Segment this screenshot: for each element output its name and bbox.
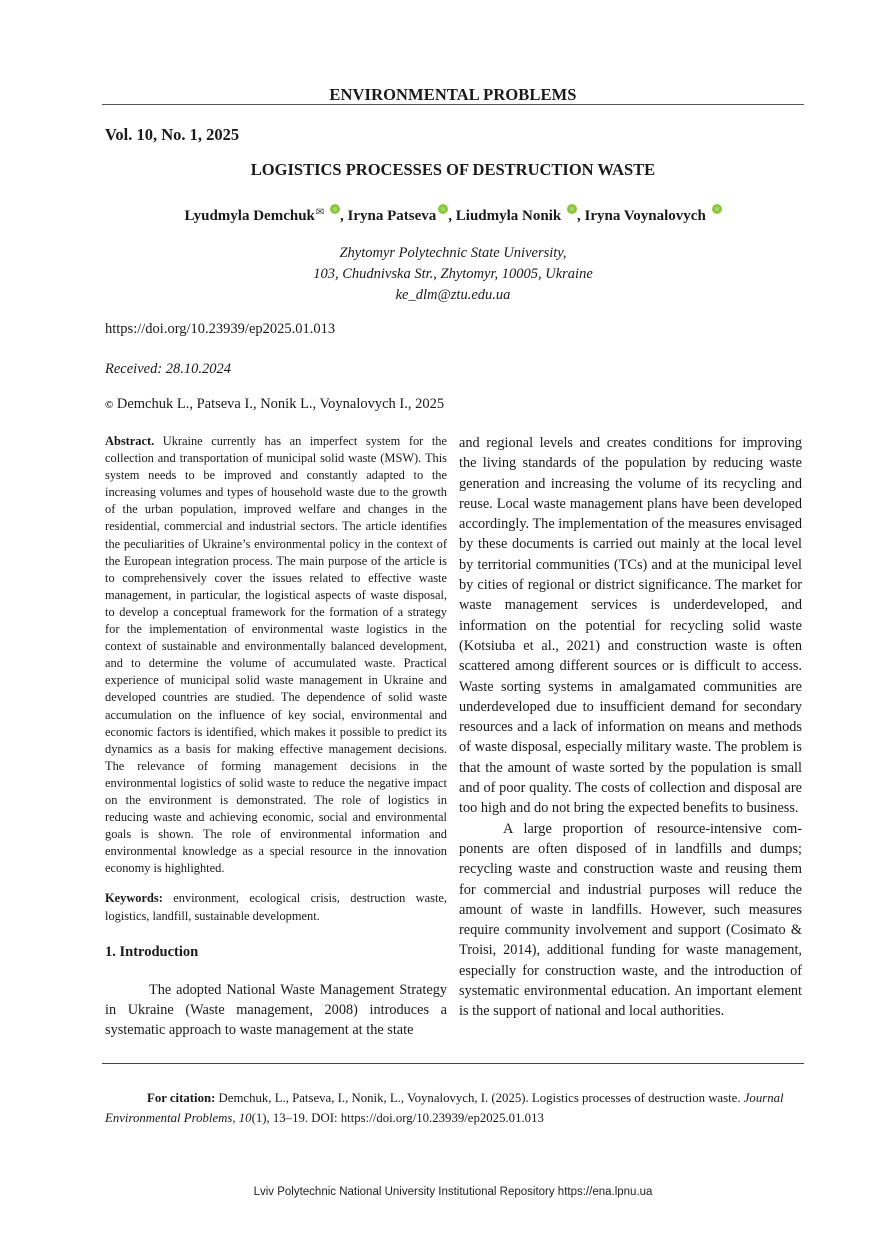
- keywords: Keywords: environment, ecological crisis, destruction waste, logistics, landfill, sustainable development.: [105, 891, 447, 923]
- author-name: Lyudmyla Demchuk: [184, 208, 315, 224]
- author-list: Lyudmyla Demchuk✉ , Iryna Patseva , Liudmyla Nonik , Iryna Voynalovych: [102, 204, 804, 225]
- intro-paragraph: The adopted National Waste Management Strategy in Ukraine (Waste management, 2008) introduces a systematic approach to waste management at the state: [105, 981, 447, 1039]
- orcid-icon[interactable]: [567, 204, 577, 214]
- affiliation-address: 103, Chudnivska Str., Zhytomyr, 10005, Ukraine: [313, 266, 593, 282]
- header-divider: [102, 104, 804, 105]
- envelope-icon[interactable]: ✉: [315, 207, 325, 218]
- orcid-icon[interactable]: [712, 204, 722, 214]
- keywords-label: Keywords:: [105, 891, 163, 906]
- citation-volume: 10: [238, 1111, 252, 1125]
- intro-paragraph-2: A large proportion of resource-intensive components are often disposed of in landfills and dumps; recycling waste and construction waste and reusing them for commercial and industrial purposes will reduce the amount of waste in landfills. However, such measures require community involvement and support (Cosimato & Troisi, 2014), additional funding for waste management, especially for construction waste, and the introduction of systematic environmental education. An important element is the support of national and local authorities.: [459, 820, 802, 1020]
- citation-label: For citation:: [147, 1091, 216, 1105]
- affiliation-email[interactable]: ke_dlm@ztu.edu.ua: [395, 287, 511, 303]
- author-name: Liudmyla Nonik: [455, 208, 562, 224]
- orcid-icon[interactable]: [330, 204, 340, 214]
- abstract: Abstract. Ukraine currently has an imperfect system for the collection and transportation of municipal solid waste (MSW). This system needs to be improved and constantly adapted to the increasing volumes and types of household waste due to the growth of the urban population, improved welfare and changes in the residential, commercial and industrial sectors. The article identifies the peculiarities of Ukraine’s environmental policy in the context of the European integration process. The main purpose of the article is to comprehensively cover the issues related to effective waste management, in particular, the logistical aspects of waste disposal, to develop a conceptual framework for the formation of a strategy for the implementation of environmental waste logistics in the context of sustainable and environmentally balanced development, and to determine the volume of accumulated waste. Practical experience of municipal solid waste management in Ukraine and developed countries are studied. The dependence of solid waste accumulation on the influence of key social, environmental and economic factors is identified, which makes it possible to predict its dynamics as a basis for making effective management decisions. The relevance of forming management decisions in the environmental logistics of solid waste to reduce the negative impact on the environment is demonstrated. The role of logistics in reducing waste and achieving economic, social and environmental goals is shown. The role of environmental information and environmental knowledge as a special resource in the innovation economy is highlighted.: [105, 434, 447, 876]
- abstract-label: Abstract.: [105, 434, 155, 448]
- right-column: [459, 433, 802, 1022]
- orcid-icon[interactable]: [438, 204, 448, 214]
- copyright-icon: ©: [105, 399, 114, 411]
- affiliation: [102, 243, 804, 306]
- affiliation-institution: Zhytomyr Polytechnic State University,: [339, 245, 567, 261]
- repository-footer: Lviv Polytechnic National University Institutional Repository https://ena.lpnu.ua: [253, 1186, 653, 1198]
- left-column: [105, 433, 447, 1041]
- copyright-line: © Demchuk L., Patseva I., Nonik L., Voynalovych I., 2025: [105, 396, 445, 412]
- citation-journal: Journal Environmental Problems: [105, 1091, 784, 1125]
- author-name: Iryna Patseva: [347, 208, 437, 224]
- author-name: Iryna Voynalovych: [584, 208, 706, 224]
- intro-paragraph-continued: and regional levels and creates conditions for improving the living standards of the population by reducing waste generation and increasing the volume of its recycling and reuse. Local waste management plans have been developed accordingly. The implementation of the measures envisaged by these documents is carried out mainly at the local level by territorial communities (TCs) and at the municipal level by cities of regional or district significance. The market for waste management services is underdeveloped, and information on the potential for recycling solid waste (Kotsiuba et al., 2021) and construction waste is often scattered among different sources or is difficult to access. Waste sorting systems in amalgamated communities are underdeveloped due to insufficient demand for secondary resources and a lack of information on means and methods of waste disposal, especially military waste. The problem is that the amount of waste sorted by the population is small and of poor quality. The costs of collection and disposal are too high and do not bring the expected benefits to business.: [459, 435, 803, 817]
- article-title: LOGISTICS PROCESSES OF DESTRUCTION WASTE: [250, 160, 656, 179]
- doi-link[interactable]: https://doi.org/10.23939/ep2025.01.013: [105, 321, 336, 337]
- received-date: Received: 28.10.2024: [105, 361, 232, 377]
- citation-block: For citation: Demchuk, L., Patseva, I., Nonik, L., Voynalovych, I. (2025). Logistics processes of destruction waste. Journal Environmental Problems, 10(1), 13–19. DOI: https://doi.org/10.23939/ep2025.01.013: [105, 1091, 784, 1125]
- volume-issue: Vol. 10, No. 1, 2025: [105, 125, 240, 144]
- footer-divider: [102, 1063, 804, 1064]
- section-heading-introduction: 1. Introduction: [105, 943, 199, 960]
- journal-name: ENVIRONMENTAL PROBLEMS: [329, 85, 577, 104]
